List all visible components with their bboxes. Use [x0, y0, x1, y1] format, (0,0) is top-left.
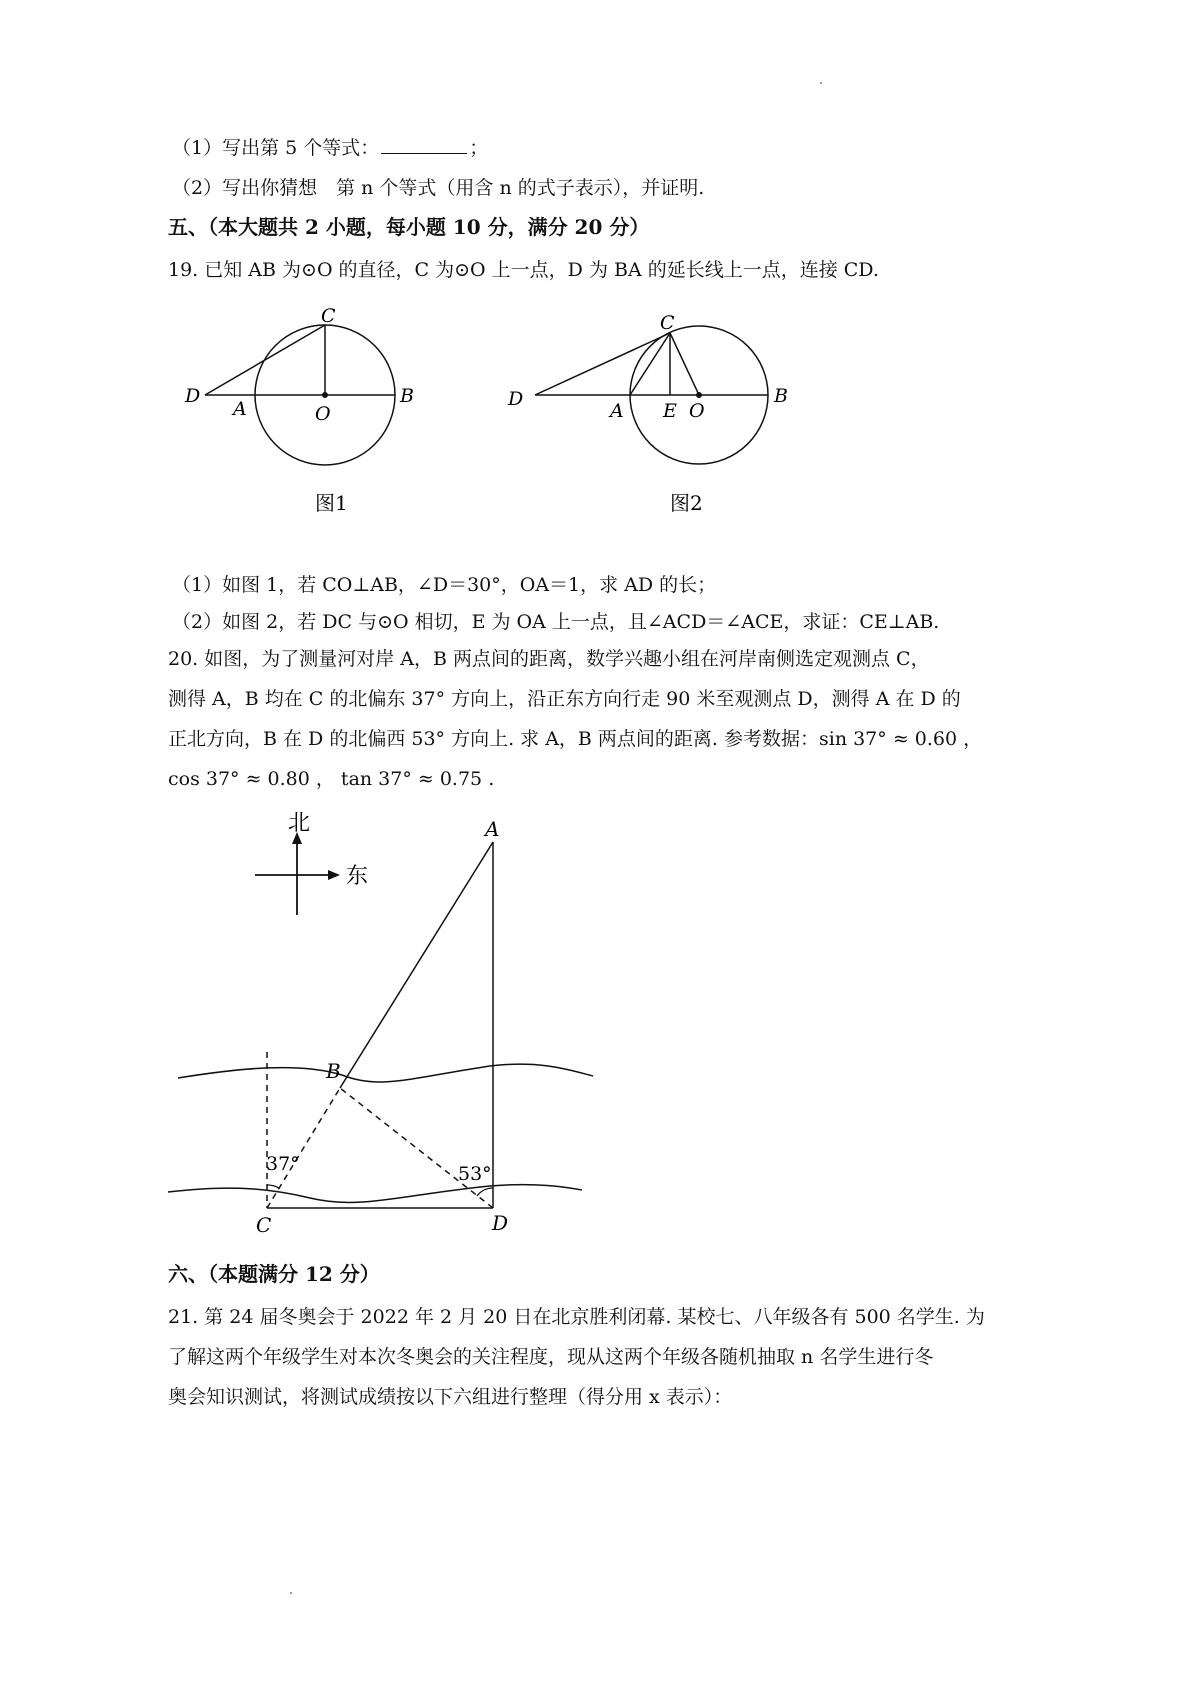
line-dc [205, 325, 325, 395]
scan-dot [820, 82, 822, 84]
q18-part1 [172, 135, 488, 160]
label-e: E [663, 400, 677, 422]
label-o: O [315, 403, 331, 425]
q20-line1: 20. 如图，为了测量河对岸 A，B 两点间的距离，数学兴趣小组在河岸南侧选定观测点 C， [168, 648, 930, 670]
q19-figure1 [175, 300, 435, 530]
center-point-o [322, 392, 328, 398]
angle-label-c: 37° [266, 1153, 300, 1175]
q21-line3: 奥会知识测试，将测试成绩按以下六组进行整理（得分用 x 表示）： [168, 1386, 733, 1408]
q20-line2: 测得 A，B 均在 C 的北偏东 37° 方向上，沿正东方向行走 90 米至观测点 D，测得 A 在 D 的 [168, 688, 961, 710]
label-d: D [508, 388, 524, 410]
q21-line1: 21. 第 24 届冬奥会于 2022 年 2 月 20 日在北京胜利闭幕. 某校七、八年级各有 500 名学生. 为 [168, 1306, 985, 1328]
angle-arc-d [477, 1188, 493, 1196]
center-point-o [696, 392, 702, 398]
section5-heading: 五、（本大题共 2 小题，每小题 10 分，满分 20 分） [168, 215, 650, 239]
label-a: A [610, 400, 624, 422]
angle-label-d: 53° [458, 1163, 492, 1185]
north-label: 北 [288, 811, 311, 836]
q18-part1-suffix: ； [469, 137, 489, 159]
line-co [670, 333, 699, 395]
q19-stem: 19. 已知 AB 为⊙O 的直径，C 为⊙O 上一点，D 为 BA 的延长线上一点，连接 CD. [168, 259, 879, 281]
north-river-bank [178, 1064, 593, 1082]
section6-heading: 六、（本题满分 12 分） [168, 1262, 380, 1286]
q19-part1: （1）如图 1，若 CO⊥AB，∠D＝30°，OA＝1，求 AD 的长； [172, 574, 717, 596]
q20-line4: cos 37° ≈ 0.80 ， tan 37° ≈ 0.75 . [168, 768, 495, 790]
label-c: C [321, 305, 336, 327]
q20-figure [160, 800, 620, 1245]
segment-cb [267, 1088, 340, 1208]
south-river-bank [168, 1185, 582, 1203]
scan-dot [290, 1592, 292, 1594]
q19-part2: （2）如图 2，若 DC 与⊙O 相切，E 为 OA 上一点，且∠ACD＝∠ACE，求证：CE⊥AB. [172, 611, 940, 633]
label-o: O [689, 400, 705, 422]
angle-arc-c [267, 1185, 279, 1188]
label-b: B [400, 385, 414, 407]
label-a: A [233, 398, 247, 420]
label-d: D [185, 385, 201, 407]
figure1-caption: 图1 [315, 491, 348, 515]
label-d: D [492, 1211, 509, 1235]
q18-part1-prefix: （1）写出第 5 个等式： [172, 137, 380, 159]
label-b: B [326, 1059, 341, 1083]
q19-figure2 [500, 305, 820, 530]
east-arrow-icon [328, 870, 340, 880]
answer-blank [381, 135, 467, 154]
q18-part2: （2）写出你猜想 第 n 个等式（用含 n 的式子表示），并证明. [172, 177, 705, 199]
east-label: 东 [346, 864, 369, 889]
label-a: A [485, 817, 500, 841]
label-c: C [660, 312, 675, 334]
q21-line2: 了解这两个年级学生对本次冬奥会的关注程度，现从这两个年级各随机抽取 n 名学生进行冬 [168, 1346, 934, 1368]
figure2-caption: 图2 [670, 491, 703, 515]
label-b: B [774, 385, 788, 407]
q20-line3: 正北方向，B 在 D 的北偏西 53° 方向上. 求 A，B 两点间的距离. 参考数据：sin 37° ≈ 0.60 ， [168, 728, 983, 750]
segment-db [340, 1088, 493, 1208]
label-c: C [256, 1213, 272, 1237]
